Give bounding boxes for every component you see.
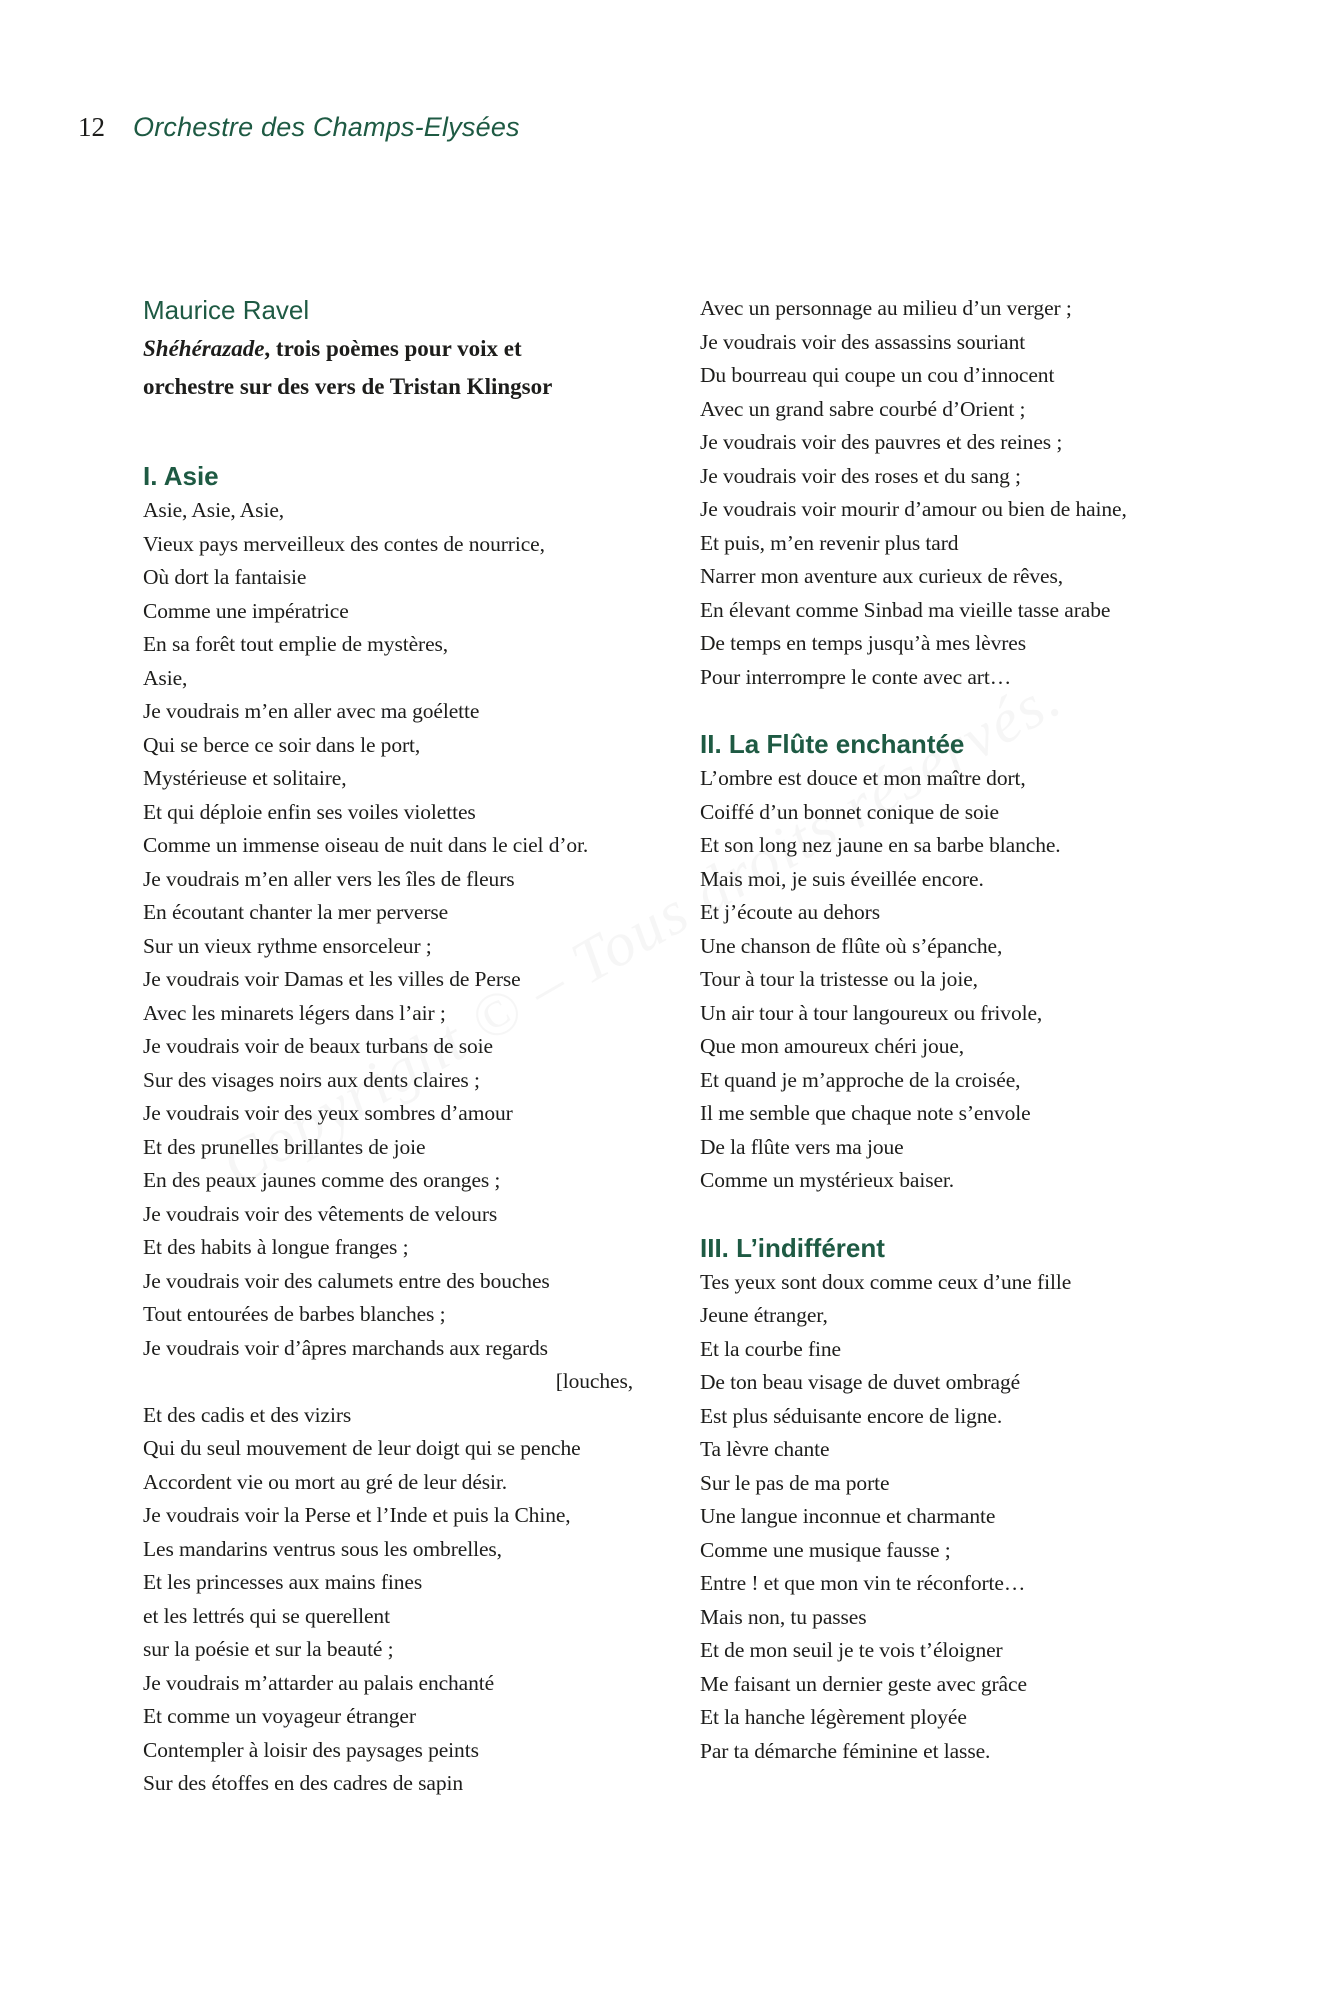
verse-line: Et j’écoute au dehors	[700, 900, 880, 924]
section-title-flute: II. La Flûte enchantée	[700, 729, 965, 759]
section-title-asie: I. Asie	[143, 461, 219, 491]
poem-asie-continued	[700, 292, 1220, 694]
verse-line: Je voudrais m’en aller avec ma goélette	[143, 699, 480, 723]
verse-line: Du bourreau qui coupe un cou d’innocent	[700, 363, 1055, 387]
verse-line: Et son long nez jaune en sa barbe blanche.	[700, 833, 1061, 857]
verse-line: Vieux pays merveilleux des contes de nourrice,	[143, 531, 545, 556]
verse-line: Et les princesses aux mains fines	[143, 1570, 423, 1594]
verse-line: Une langue inconnue et charmante	[700, 1504, 996, 1528]
verse-line: De la flûte vers ma joue	[700, 1134, 904, 1159]
verse-line: Je voudrais voir des assassins souriant	[700, 329, 1026, 354]
verse-line: Avec un grand sabre courbé d’Orient ;	[700, 396, 1026, 421]
verse-line: Et comme un voyageur étranger	[143, 1704, 416, 1728]
verse-line: En écoutant chanter la mer perverse	[143, 900, 449, 924]
verse-line: Et puis, m’en revenir plus tard	[700, 530, 959, 555]
verse-line: Je voudrais m’attarder au palais enchanté	[143, 1670, 495, 1695]
verse-line: Et de mon seuil je te vois t’éloigner	[700, 1638, 1003, 1662]
verse-line: Je voudrais voir d’âpres marchands aux regards	[143, 1335, 548, 1360]
verse-line: Sur le pas de ma porte	[700, 1470, 890, 1495]
verse-line: Qui du seul mouvement de leur doigt qui se penche	[143, 1436, 581, 1460]
verse-line: Je voudrais voir des pauvres et des reines ;	[700, 430, 1063, 454]
page-header	[78, 112, 520, 152]
verse-line: Accordent vie ou mort au gré de leur désir.	[143, 1469, 508, 1494]
verse-line: En élevant comme Sinbad ma vieille tasse arabe	[700, 597, 1111, 622]
verse-line: Je voudrais m’en aller vers les îles de fleurs	[143, 866, 515, 891]
verse-line: Asie,	[143, 665, 188, 690]
verse-line: L’ombre est douce et mon maître dort,	[700, 766, 1026, 790]
verse-line: Sur un vieux rythme ensorceleur ;	[143, 933, 432, 958]
verse-line: Un air tour à tour langoureux ou frivole,	[700, 1000, 1043, 1025]
work-title-italic: Shéhérazade	[143, 336, 265, 361]
verse-line: Je voudrais voir mourir d’amour ou bien de haine,	[700, 497, 1127, 521]
verse-line: De ton beau visage de duvet ombragé	[700, 1370, 1021, 1394]
verse-line: Contempler à loisir des paysages peints	[143, 1737, 479, 1762]
verse-line: Sur des visages noirs aux dents claires ;	[143, 1067, 480, 1092]
verse-line: Je voudrais voir des yeux sombres d’amour	[143, 1101, 513, 1125]
verse-line: Coiffé d’un bonnet conique de soie	[700, 799, 999, 824]
verse-line: Et la hanche légèrement ployée	[700, 1705, 967, 1729]
work-title-rest: , trois poèmes pour voix et	[264, 336, 522, 361]
verse-line: Tes yeux sont doux comme ceux d’une fille	[700, 1269, 1072, 1294]
verse-line: Tour à tour la tristesse ou la joie,	[700, 967, 978, 991]
right-column	[700, 292, 1220, 1768]
verse-line: Mais moi, je suis éveillée encore.	[700, 866, 984, 891]
verse-line: En des peaux jaunes comme des oranges ;	[143, 1168, 501, 1192]
verse-line: Et des cadis et des vizirs	[143, 1402, 352, 1427]
verse-line: Une chanson de flûte où s’épanche,	[700, 933, 1003, 958]
composer-name: Maurice Ravel	[143, 295, 310, 325]
verse-line: Pour interrompre le conte avec art…	[700, 664, 1012, 689]
verse-line: Où dort la fantaisie	[143, 565, 307, 589]
left-column	[143, 292, 643, 1801]
work-title	[143, 330, 643, 406]
verse-line: Je voudrais voir des vêtements de velours	[143, 1201, 498, 1226]
verse-line: Qui se berce ce soir dans le port,	[143, 732, 421, 757]
verse-line: Comme un mystérieux baiser.	[700, 1168, 955, 1192]
verse-line: Et quand je m’approche de la croisée,	[700, 1067, 1021, 1092]
verse-line: Me faisant un dernier geste avec grâce	[700, 1671, 1027, 1696]
poem-indifferent	[700, 1266, 1220, 1769]
verse-line: Il me semble que chaque note s’envole	[700, 1101, 1031, 1125]
verse-line: Et des habits à longue franges ;	[143, 1235, 409, 1259]
verse-line: et les lettrés qui se querellent	[143, 1603, 390, 1628]
verse-line: Avec les minarets légers dans l’air ;	[143, 1000, 446, 1025]
verse-line: Sur des étoffes en des cadres de sapin	[143, 1771, 463, 1795]
verse-line: Jeune étranger,	[700, 1303, 828, 1327]
verse-line: Entre ! et que mon vin te réconforte…	[700, 1571, 1026, 1595]
verse-line: Mystérieuse et solitaire,	[143, 766, 347, 790]
verse-line: Et qui déploie enfin ses voiles violettes	[143, 799, 476, 824]
verse-line: Avec un personnage au milieu d’un verger ;	[700, 296, 1072, 320]
work-title-line2: orchestre sur des vers de Tristan Klingsor	[143, 374, 553, 399]
running-title: Orchestre des Champs-Elysées	[133, 112, 520, 142]
page-number: 12	[78, 112, 105, 142]
verse-line: Est plus séduisante encore de ligne.	[700, 1403, 1003, 1428]
verse-line: Tout entourées de barbes blanches ;	[143, 1302, 446, 1326]
verse-line: Les mandarins ventrus sous les ombrelles,	[143, 1536, 502, 1561]
verse-line: Et des prunelles brillantes de joie	[143, 1134, 426, 1159]
poem-asie	[143, 494, 643, 1801]
verse-line: Comme une musique fausse ;	[700, 1537, 951, 1562]
verse-line: sur la poésie et sur la beauté ;	[143, 1637, 394, 1661]
verse-line: Par ta démarche féminine et lasse.	[700, 1738, 991, 1763]
section-title-indifferent: III. L’indifférent	[700, 1232, 885, 1263]
verse-line: Comme une impératrice	[143, 598, 349, 623]
verse-line: Comme un immense oiseau de nuit dans le ciel d’or.	[143, 833, 589, 857]
verse-line: Je voudrais voir des calumets entre des bouches	[143, 1268, 550, 1293]
verse-line: Je voudrais voir la Perse et l’Inde et puis la Chine,	[143, 1503, 571, 1527]
verse-line: En sa forêt tout emplie de mystères,	[143, 632, 449, 656]
verse-line: [louches,	[555, 1369, 633, 1393]
verse-line: Que mon amoureux chéri joue,	[700, 1034, 965, 1058]
verse-line: Je voudrais voir Damas et les villes de Perse	[143, 967, 521, 991]
verse-line: Ta lèvre chante	[700, 1437, 830, 1461]
verse-line: Mais non, tu passes	[700, 1604, 867, 1629]
verse-line: Narrer mon aventure aux curieux de rêves,	[700, 564, 1064, 588]
verse-line: Asie, Asie, Asie,	[143, 498, 285, 522]
verse-line: Je voudrais voir de beaux turbans de soie	[143, 1034, 493, 1058]
verse-line: Je voudrais voir des roses et du sang ;	[700, 463, 1021, 488]
verse-line: Et la courbe fine	[700, 1336, 841, 1361]
poem-flute	[700, 762, 1220, 1198]
verse-line: De temps en temps jusqu’à mes lèvres	[700, 631, 1026, 655]
